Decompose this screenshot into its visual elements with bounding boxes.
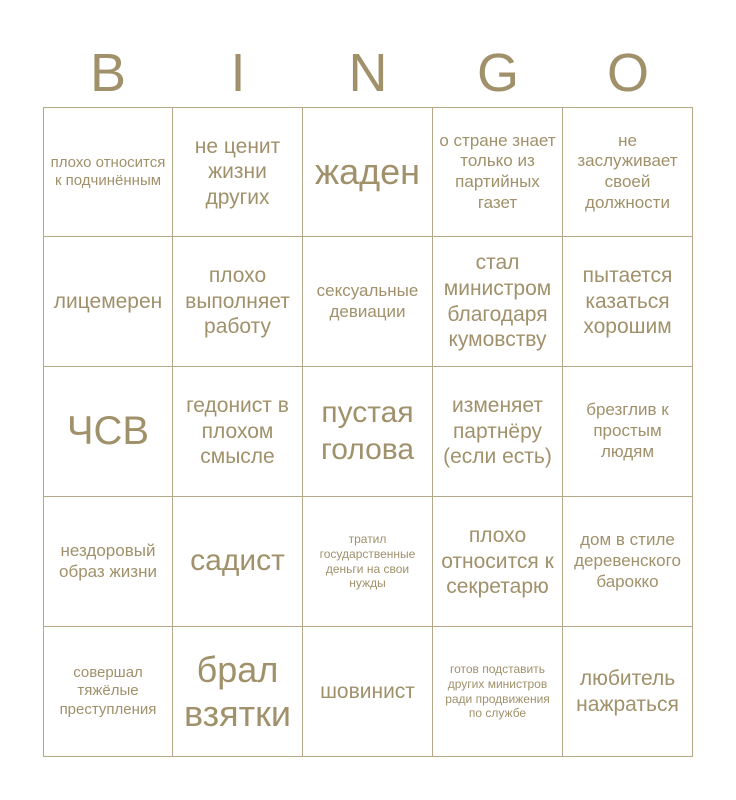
bingo-cell[interactable]: жаден bbox=[303, 107, 433, 237]
bingo-cell[interactable]: брал взятки bbox=[173, 627, 303, 757]
header-letter-b: B bbox=[89, 43, 127, 103]
bingo-header bbox=[43, 38, 693, 108]
bingo-cell[interactable]: плохо относится к секретарю bbox=[433, 497, 563, 627]
header-letter-i: I bbox=[230, 43, 246, 103]
header-letter-n: N bbox=[348, 43, 388, 103]
header-letter-o: O bbox=[606, 43, 649, 103]
bingo-cell[interactable]: пустая голова bbox=[303, 367, 433, 497]
bingo-cell[interactable]: стал министром благодаря кумовству bbox=[433, 237, 563, 367]
bingo-cell[interactable]: гедонист в плохом смысле bbox=[173, 367, 303, 497]
bingo-cell[interactable]: нездоровый образ жизни bbox=[43, 497, 173, 627]
bingo-cell[interactable]: тратил государственные деньги на свои нужды bbox=[303, 497, 433, 627]
bingo-cell[interactable]: садист bbox=[173, 497, 303, 627]
bingo-cell[interactable]: сексуальные девиации bbox=[303, 237, 433, 367]
bingo-cell[interactable]: не ценит жизни других bbox=[173, 107, 303, 237]
bingo-cell[interactable]: изменяет партнёру (если есть) bbox=[433, 367, 563, 497]
bingo-cell[interactable]: брезглив к простым людям bbox=[563, 367, 693, 497]
bingo-cell[interactable]: о стране знает только из партийных газет bbox=[433, 107, 563, 237]
bingo-cell[interactable]: ЧСВ bbox=[43, 367, 173, 497]
bingo-board bbox=[43, 107, 693, 757]
bingo-cell[interactable]: совершал тяжёлые преступления bbox=[43, 627, 173, 757]
bingo-cell[interactable]: пытается казаться хорошим bbox=[563, 237, 693, 367]
bingo-cell[interactable]: лицемерен bbox=[43, 237, 173, 367]
header-letter-g: G bbox=[476, 43, 519, 103]
bingo-cell[interactable]: дом в стиле деревенского барокко bbox=[563, 497, 693, 627]
bingo-cell[interactable]: шовинист bbox=[303, 627, 433, 757]
bingo-cell[interactable]: плохо выполняет работу bbox=[173, 237, 303, 367]
bingo-cell[interactable]: плохо относится к подчинённым bbox=[43, 107, 173, 237]
bingo-cell[interactable]: не заслуживает своей должности bbox=[563, 107, 693, 237]
bingo-cell[interactable]: готов подставить других министров ради продвижения по службе bbox=[433, 627, 563, 757]
bingo-cell[interactable]: любитель нажраться bbox=[563, 627, 693, 757]
